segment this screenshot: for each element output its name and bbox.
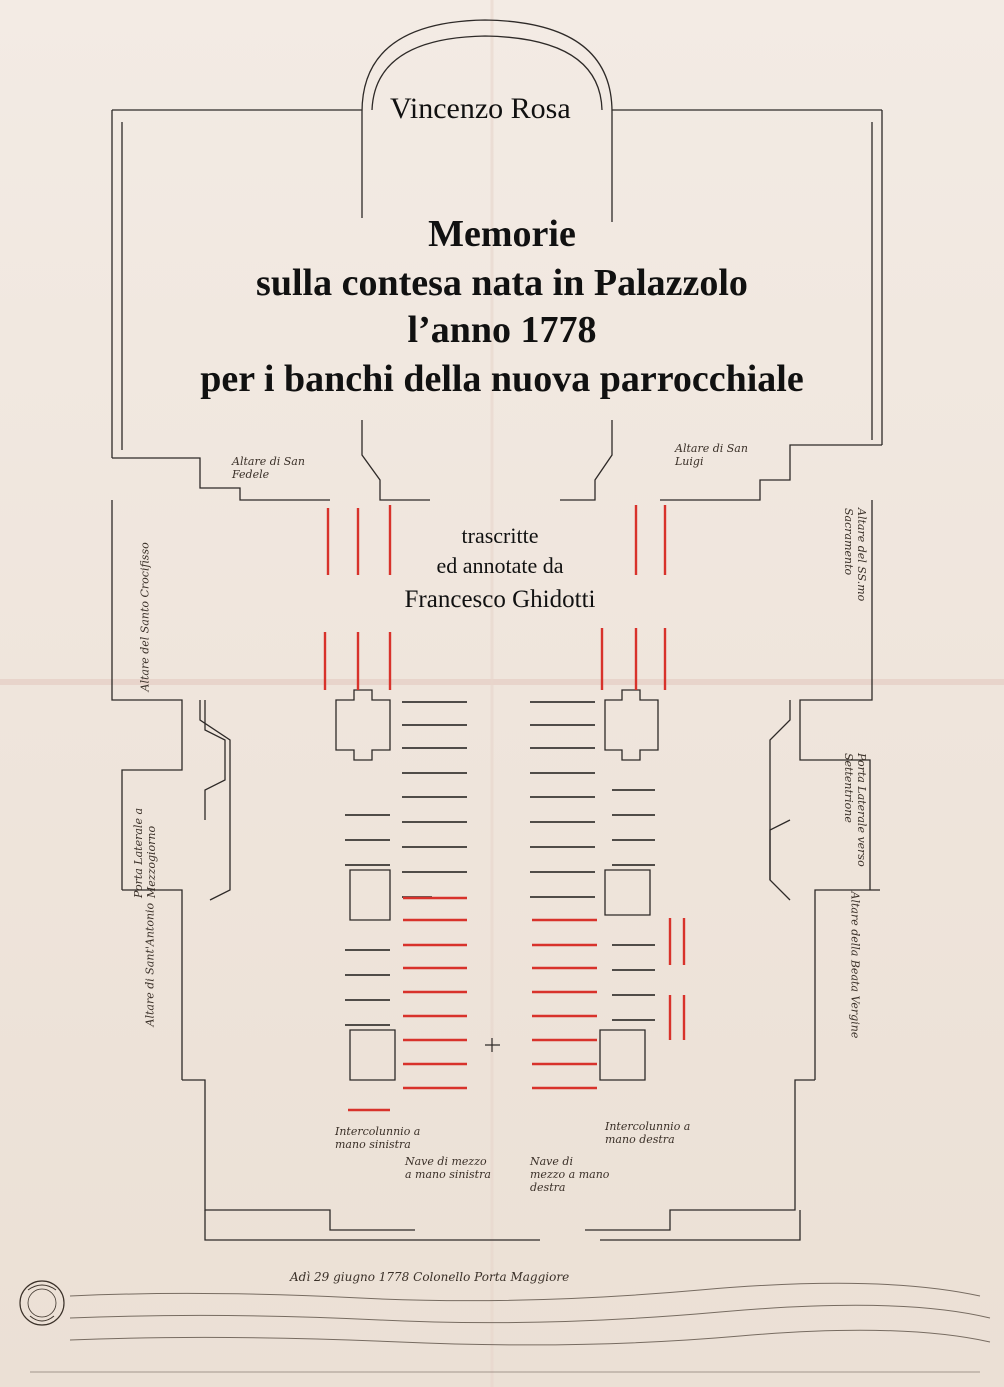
label-porta-mezzogiorno: Porta Laterale a Mezzogiorno xyxy=(132,807,158,898)
label-porta-settentrione: Porta Laterale verso Settentrione xyxy=(842,753,868,867)
subtitle-line-2: ed annotate da xyxy=(436,553,564,578)
author-name: Vincenzo Rosa xyxy=(390,92,571,125)
label-nave-destra: Nave di mezzo a mano destra xyxy=(530,1155,610,1194)
label-altare-san-fedele: Altare di San Fedele xyxy=(232,455,305,481)
subtitle-line-1: trascritte xyxy=(461,523,539,548)
label-nave-sinistra: Nave di mezzo a mano sinistra xyxy=(405,1155,491,1181)
label-altare-crocifisso: Altare del Santo Crocifisso xyxy=(138,542,152,692)
title-line-2: sulla contesa nata in Palazzolo xyxy=(256,262,748,304)
title-line-3: l’anno 1778 xyxy=(407,309,597,351)
label-altare-ss-sacramento: Altare del SS.mo Sacramento xyxy=(842,508,868,602)
label-altare-san-luigi: Altare di San Luigi xyxy=(675,442,748,468)
label-altare-beata-vergine: Altare della Beata Vergine xyxy=(848,891,862,1039)
title-line-4: per i banchi della nuova parrocchiale xyxy=(200,358,804,400)
handwritten-footer-note: Adì 29 giugno 1778 Colonello Porta Maggiore xyxy=(290,1270,570,1284)
editor-name: Francesco Ghidotti xyxy=(404,586,596,613)
label-intercolumnio-sinistra: Intercolunnio a mano sinistra xyxy=(335,1125,421,1151)
label-intercolumnio-destra: Intercolunnio a mano destra xyxy=(605,1120,691,1146)
seal-icon xyxy=(20,1281,64,1325)
title-line-1: Memorie xyxy=(428,213,576,255)
label-altare-sant-antonio: Altare di Sant'Antonio xyxy=(143,902,157,1027)
